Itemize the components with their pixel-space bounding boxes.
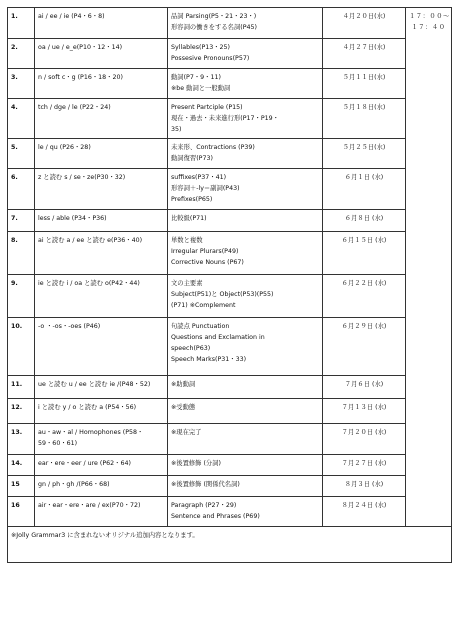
lesson-date: ８月２４日 (水) (323, 497, 406, 527)
lesson-number: 8. (8, 232, 35, 275)
grammar-text: 単数と複数 (171, 237, 203, 244)
grammar-text: 形容詞＋-ly＝副詞(P43) (171, 185, 240, 192)
lesson-date: ４月２７日(水) (323, 39, 406, 69)
grammar-text: Questions and Exclamation in (171, 334, 265, 341)
grammar-text: (P71) ※Complement (171, 302, 236, 309)
sounds-text: 59・60・61) (38, 440, 78, 447)
schedule-table (7, 7, 452, 563)
grammar-text: 句読点 Punctuation (171, 323, 230, 330)
lesson-number: 13. (8, 424, 35, 455)
sounds-cell (35, 275, 168, 318)
grammar-text: speech(P63) (171, 345, 211, 352)
grammar-text: 形容詞の働きをする名詞(P45) (171, 24, 257, 31)
lesson-date: ６月２９日 (水) (323, 318, 406, 376)
grammar-text: 現在・過去・未来進行形(P17・P19・ (171, 115, 279, 122)
table-row (8, 69, 452, 99)
sounds-text: ie と読む i / oa と読む o(P42・44) (38, 280, 140, 287)
sounds-cell (35, 476, 168, 497)
lesson-number: 7. (8, 210, 35, 232)
sounds-text: i と読む y / o と読む a (P54・56) (38, 404, 137, 411)
sounds-cell (35, 497, 168, 527)
lesson-date: ５月１１日(水) (323, 69, 406, 99)
sounds-text: n / soft c・g (P16・18・20) (38, 74, 123, 81)
sounds-text: le / qu (P26・28) (38, 144, 91, 151)
footer-note-cell (8, 527, 452, 563)
table-row (8, 8, 452, 39)
lesson-date: ８月３日 (水) (323, 476, 406, 497)
table-row (8, 424, 452, 455)
sounds-text: gn / ph・gh /(P66・68) (38, 481, 110, 488)
grammar-text: Syllables(P13・25) (171, 44, 231, 51)
grammar-cell (168, 69, 323, 99)
footer-row (8, 527, 452, 563)
grammar-cell (168, 210, 323, 232)
sounds-text: ai / ee / ie (P4・6・8) (38, 13, 105, 20)
table-row (8, 497, 452, 527)
lesson-date: ７月６日 (水) (323, 376, 406, 399)
sounds-text: -o ・-os・-oes (P46) (38, 323, 101, 330)
sounds-cell (35, 169, 168, 210)
lesson-number: 2. (8, 39, 35, 69)
grammar-text: Irregular Plurars(P49) (171, 248, 239, 255)
grammar-text: Present Partciple (P15) (171, 104, 243, 111)
grammar-text: suffixes(P37・41) (171, 174, 227, 181)
table-row (8, 376, 452, 399)
grammar-text: 文の主要素 (171, 280, 203, 287)
sounds-text: tch / dge / le (P22・24) (38, 104, 111, 111)
table-row (8, 399, 452, 424)
grammar-cell (168, 376, 323, 399)
grammar-cell (168, 318, 323, 376)
sounds-text: air・ear・ere・are / ex(P70・72) (38, 502, 141, 509)
sounds-text: ear・ere・eer / ure (P62・64) (38, 460, 131, 467)
sounds-text: less / able (P34・P36) (38, 215, 107, 222)
sounds-cell (35, 139, 168, 169)
grammar-text: 動詞復習(P73) (171, 155, 213, 162)
grammar-text: ※be 動詞と一般動詞 (171, 85, 231, 92)
sounds-text: ue と読む u / ee と読む ie /(P48・52) (38, 381, 151, 388)
grammar-text: Speech Marks(P31・33) (171, 356, 247, 363)
grammar-cell (168, 455, 323, 476)
grammar-text: Sentence and Phrases (P69) (171, 513, 260, 520)
table-row (8, 39, 452, 69)
lesson-number: 9. (8, 275, 35, 318)
lesson-number: 10. (8, 318, 35, 376)
sounds-cell (35, 39, 168, 69)
grammar-cell (168, 39, 323, 69)
grammar-text: Subject(P51)と Object(P53)(P55) (171, 291, 274, 298)
lesson-date: ６月８日 (水) (323, 210, 406, 232)
footer-note: ※Jolly Grammar3 に含まれないオリジナル追加内容となります。 (11, 532, 199, 539)
lesson-date: ５月２５日(水) (323, 139, 406, 169)
grammar-text: Possesive Pronouns(P57) (171, 55, 250, 62)
grammar-text: 比較級(P71) (171, 215, 207, 222)
lesson-date: ６月２２日 (水) (323, 275, 406, 318)
table-row (8, 139, 452, 169)
grammar-cell (168, 232, 323, 275)
sounds-cell (35, 455, 168, 476)
grammar-cell (168, 169, 323, 210)
table-row (8, 232, 452, 275)
grammar-text: ※後置修飾 (関係代名詞) (171, 481, 240, 488)
table-row (8, 455, 452, 476)
sounds-text: oa / ue / e_e(P10・12・14) (38, 44, 123, 51)
grammar-text: ※受動態 (171, 404, 196, 411)
lesson-date: ７月２０日 (水) (323, 424, 406, 455)
grammar-text: 動詞(P7・9・11) (171, 74, 221, 81)
sounds-cell (35, 399, 168, 424)
lesson-number: 14. (8, 455, 35, 476)
grammar-cell (168, 399, 323, 424)
sounds-cell (35, 318, 168, 376)
grammar-cell (168, 497, 323, 527)
lesson-number: 4. (8, 99, 35, 139)
grammar-text: ※後置修飾 (分詞) (171, 460, 221, 467)
lesson-date: ７月１３日 (水) (323, 399, 406, 424)
grammar-cell (168, 99, 323, 139)
grammar-text: 未来形、Contractions (P39) (171, 144, 255, 151)
table-row (8, 275, 452, 318)
sounds-cell (35, 8, 168, 39)
grammar-text: 品詞 Parsing(P5・21・23・) (171, 13, 257, 20)
grammar-text: Corrective Nouns (P67) (171, 259, 244, 266)
grammar-cell (168, 8, 323, 39)
table-row (8, 318, 452, 376)
sounds-cell (35, 69, 168, 99)
lesson-date: ４月２０日(水) (323, 8, 406, 39)
grammar-text: ※助動詞 (171, 381, 196, 388)
grammar-cell (168, 424, 323, 455)
lesson-number: 6. (8, 169, 35, 210)
lesson-date: ６月１日 (水) (323, 169, 406, 210)
grammar-text: Prefixes(P65) (171, 196, 213, 203)
sounds-cell (35, 210, 168, 232)
lesson-date: ５月１８日(水) (323, 99, 406, 139)
sounds-cell (35, 99, 168, 139)
grammar-text: Paragraph (P27・29) (171, 502, 237, 509)
grammar-cell (168, 476, 323, 497)
sounds-text: ai と読む a / ee と読む e(P36・40) (38, 237, 143, 244)
lesson-number: 3. (8, 69, 35, 99)
lesson-number: 16 (8, 497, 35, 527)
grammar-text: 35) (171, 126, 182, 133)
lesson-number: 12. (8, 399, 35, 424)
sounds-cell (35, 424, 168, 455)
lesson-number: 1. (8, 8, 35, 39)
sounds-text: z と読む s / se・ze(P30・32) (38, 174, 126, 181)
lesson-number: 11. (8, 376, 35, 399)
lesson-number: 15 (8, 476, 35, 497)
time-text: １７：４０ (411, 24, 446, 31)
sounds-text: au・aw・al / Homophones (P58・ (38, 429, 144, 436)
grammar-cell (168, 275, 323, 318)
grammar-text: ※現在完了 (171, 429, 202, 436)
table-row (8, 99, 452, 139)
sounds-cell (35, 232, 168, 275)
grammar-cell (168, 139, 323, 169)
table-row (8, 169, 452, 210)
lesson-date: ６月１５日 (水) (323, 232, 406, 275)
lesson-time (406, 8, 452, 527)
lesson-date: ７月２７日 (水) (323, 455, 406, 476)
lesson-number: 5. (8, 139, 35, 169)
table-row (8, 210, 452, 232)
time-text: １７：００～ (409, 13, 450, 20)
table-row (8, 476, 452, 497)
sounds-cell (35, 376, 168, 399)
